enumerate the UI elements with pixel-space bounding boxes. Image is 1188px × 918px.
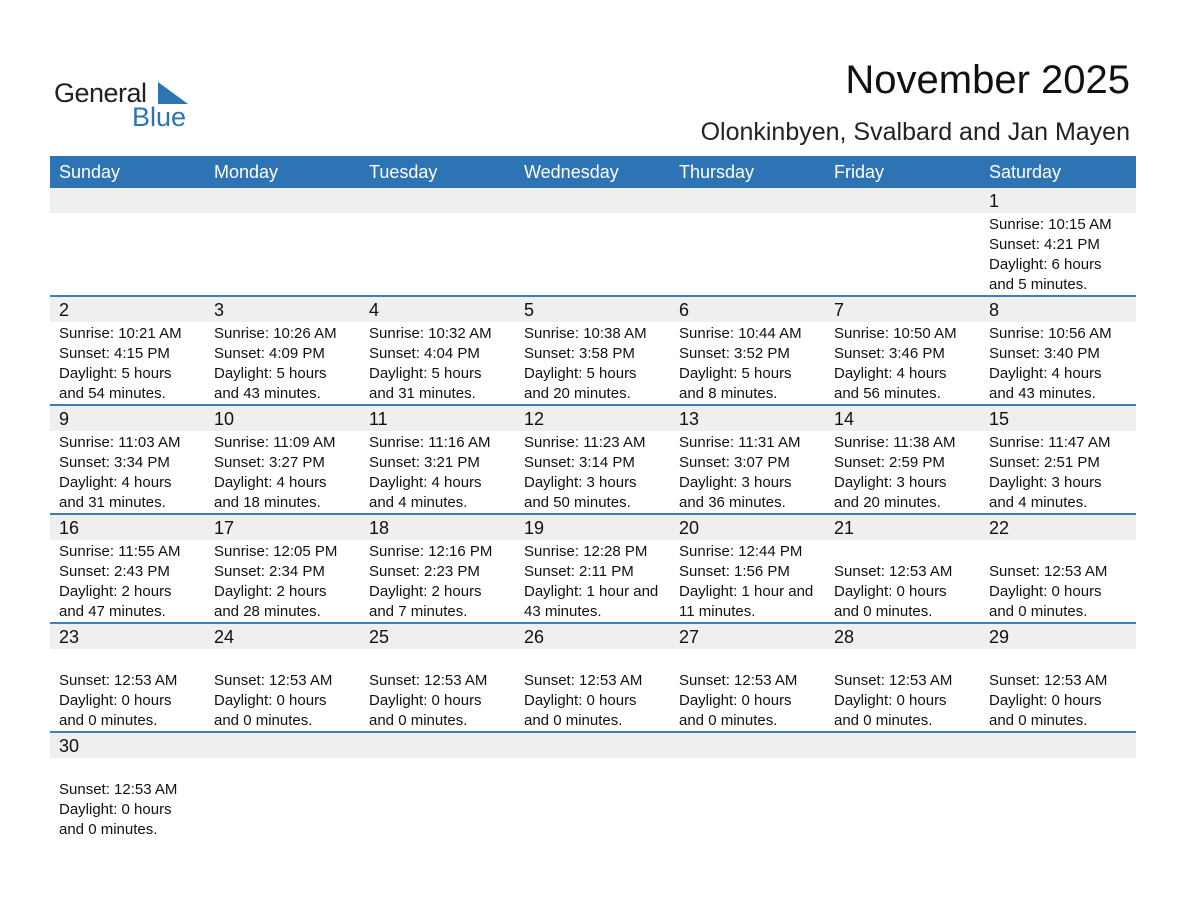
- weekday-saturday: Saturday: [989, 162, 1062, 182]
- weekday-sunday: Sunday: [59, 162, 121, 182]
- day-number: 22: [989, 518, 1010, 538]
- day-cell: [360, 624, 515, 731]
- daylight-minutes-text: and 47 minutes.: [59, 603, 166, 620]
- day-number: 8: [989, 300, 1000, 320]
- empty-day-cell: [670, 733, 825, 840]
- daylight-minutes-text: and 4 minutes.: [369, 494, 468, 511]
- sunset-text: Sunset: 2:43 PM: [59, 563, 170, 580]
- daylight-text: Daylight: 0 hours: [369, 692, 482, 709]
- sunrise-text: Sunrise: 10:21 AM: [59, 325, 182, 342]
- daylight-minutes-text: and 56 minutes.: [834, 385, 941, 402]
- daylight-text: Daylight: 4 hours: [989, 365, 1102, 382]
- day-number: 2: [59, 300, 70, 320]
- sunrise-text: Sunrise: 12:05 PM: [214, 543, 338, 560]
- sunset-text: Sunset: 12:53 AM: [989, 672, 1108, 689]
- day-number: 13: [679, 409, 700, 429]
- daylight-text: Daylight: 3 hours: [834, 474, 947, 491]
- day-cell: [980, 515, 1136, 622]
- sunrise-text: Sunrise: 11:03 AM: [59, 434, 181, 451]
- sunset-text: Sunset: 2:51 PM: [989, 454, 1100, 471]
- day-number: 26: [524, 627, 545, 647]
- week-days: [50, 297, 1136, 404]
- empty-day-cell: [825, 188, 980, 295]
- daylight-text: Daylight: 0 hours: [834, 583, 947, 600]
- daylight-text: Daylight: 0 hours: [214, 692, 327, 709]
- sunset-text: Sunset: 2:11 PM: [524, 563, 634, 580]
- empty-day-cell: [360, 733, 515, 840]
- day-number: 3: [214, 300, 225, 320]
- page-title: November 2025: [845, 58, 1130, 102]
- day-cell: [360, 297, 515, 404]
- week-row: [50, 406, 1136, 515]
- week-row: [50, 733, 1136, 842]
- day-number: 18: [369, 518, 390, 538]
- daylight-minutes-text: and 0 minutes.: [679, 712, 778, 729]
- daylight-text: Daylight: 5 hours: [524, 365, 637, 382]
- day-cell: [360, 515, 515, 622]
- triangle-flag-icon: [158, 82, 190, 104]
- daylight-minutes-text: and 0 minutes.: [989, 603, 1088, 620]
- daylight-minutes-text: and 20 minutes.: [524, 385, 631, 402]
- daylight-text: Daylight: 5 hours: [369, 365, 482, 382]
- day-cell: [50, 624, 205, 731]
- sunrise-text: Sunrise: 10:32 AM: [369, 325, 492, 342]
- sunrise-text: Sunrise: 11:16 AM: [369, 434, 491, 451]
- day-number: 11: [369, 409, 388, 429]
- sunset-text: Sunset: 2:34 PM: [214, 563, 325, 580]
- week-days: [50, 188, 1136, 295]
- weekday-wednesday: Wednesday: [524, 162, 619, 182]
- sunset-text: Sunset: 12:53 AM: [989, 563, 1108, 580]
- sunset-text: Sunset: 2:59 PM: [834, 454, 945, 471]
- empty-day-cell: [205, 188, 360, 295]
- day-number: 23: [59, 627, 80, 647]
- day-cell: [825, 624, 980, 731]
- daylight-text: Daylight: 0 hours: [834, 692, 947, 709]
- daylight-text: Daylight: 1 hour and: [679, 583, 814, 600]
- daylight-text: Daylight: 5 hours: [214, 365, 327, 382]
- day-number: 10: [214, 409, 235, 429]
- daylight-minutes-text: and 0 minutes.: [834, 712, 933, 729]
- empty-day-cell: [205, 733, 360, 840]
- sunrise-text: Sunrise: 12:44 PM: [679, 543, 803, 560]
- day-number: 20: [679, 518, 700, 538]
- sunrise-text: Sunrise: 11:55 AM: [59, 543, 181, 560]
- sunrise-text: Sunrise: 11:23 AM: [524, 434, 646, 451]
- sunset-text: Sunset: 4:21 PM: [989, 236, 1100, 253]
- sunrise-text: Sunrise: 11:47 AM: [989, 434, 1111, 451]
- weeks-container: [50, 188, 1136, 842]
- week-row: [50, 188, 1136, 297]
- weekday-friday: Friday: [834, 162, 885, 182]
- calendar-grid: [50, 156, 1136, 842]
- daylight-text: Daylight: 2 hours: [214, 583, 327, 600]
- day-number: 25: [369, 627, 390, 647]
- sunrise-text: Sunrise: 10:56 AM: [989, 325, 1112, 342]
- sunrise-text: Sunrise: 12:16 PM: [369, 543, 493, 560]
- daylight-minutes-text: and 54 minutes.: [59, 385, 166, 402]
- logo-word-general: General: [54, 78, 147, 108]
- daylight-minutes-text: and 8 minutes.: [679, 385, 778, 402]
- daylight-minutes-text: 11 minutes.: [679, 603, 756, 620]
- sunset-text: Sunset: 3:52 PM: [679, 345, 790, 362]
- day-cell: [205, 515, 360, 622]
- daylight-text: Daylight: 4 hours: [214, 474, 327, 491]
- sunrise-text: Sunrise: 10:44 AM: [679, 325, 802, 342]
- empty-day-cell: [670, 188, 825, 295]
- sunrise-text: Sunrise: 10:15 AM: [989, 216, 1112, 233]
- sunset-text: Sunset: 3:58 PM: [524, 345, 635, 362]
- daylight-text: Daylight: 5 hours: [59, 365, 172, 382]
- week-days: [50, 515, 1136, 622]
- sunset-text: Sunset: 2:23 PM: [369, 563, 480, 580]
- sunset-text: Sunset: 3:14 PM: [524, 454, 635, 471]
- day-cell: [50, 406, 205, 513]
- sunrise-text: Sunrise: 10:38 AM: [524, 325, 647, 342]
- sunrise-text: Sunrise: 11:38 AM: [834, 434, 956, 451]
- empty-day-cell: [515, 188, 670, 295]
- daylight-minutes-text: and 0 minutes.: [989, 712, 1088, 729]
- daylight-minutes-text: and 28 minutes.: [214, 603, 321, 620]
- sunset-text: Sunset: 12:53 AM: [369, 672, 488, 689]
- sunset-text: Sunset: 12:53 AM: [834, 563, 953, 580]
- day-cell: [50, 297, 205, 404]
- daylight-text: Daylight: 2 hours: [369, 583, 482, 600]
- day-number: 9: [59, 409, 70, 429]
- daylight-text: Daylight: 2 hours: [59, 583, 172, 600]
- daylight-minutes-text: and 36 minutes.: [679, 494, 786, 511]
- week-row: [50, 515, 1136, 624]
- brand-logo: [54, 78, 194, 130]
- daylight-minutes-text: and 0 minutes.: [59, 821, 158, 838]
- empty-day-cell: [980, 733, 1136, 840]
- daylight-minutes-text: 43 minutes.: [524, 603, 602, 620]
- daylight-text: Daylight: 0 hours: [679, 692, 792, 709]
- sunrise-text: Sunrise: 10:26 AM: [214, 325, 337, 342]
- week-days: [50, 406, 1136, 513]
- daylight-text: Daylight: 4 hours: [834, 365, 947, 382]
- day-number: 1: [989, 191, 1000, 211]
- week-days: [50, 624, 1136, 731]
- week-row: [50, 624, 1136, 733]
- day-cell: [205, 624, 360, 731]
- daylight-minutes-text: and 20 minutes.: [834, 494, 941, 511]
- day-number: 15: [989, 409, 1010, 429]
- sunset-text: Sunset: 3:07 PM: [679, 454, 790, 471]
- daylight-text: Daylight: 0 hours: [59, 801, 172, 818]
- daylight-minutes-text: and 18 minutes.: [214, 494, 321, 511]
- weekday-monday: Monday: [214, 162, 279, 182]
- empty-day-cell: [360, 188, 515, 295]
- sunset-text: Sunset: 4:15 PM: [59, 345, 170, 362]
- empty-day-cell: [515, 733, 670, 840]
- sunset-text: Sunset: 3:27 PM: [214, 454, 325, 471]
- week-days: [50, 733, 1136, 840]
- sunset-text: Sunset: 3:34 PM: [59, 454, 170, 471]
- day-cell: [670, 515, 825, 622]
- daylight-text: Daylight: 0 hours: [989, 692, 1102, 709]
- day-number: 30: [59, 736, 80, 756]
- daylight-text: Daylight: 1 hour and: [524, 583, 659, 600]
- day-number: 17: [214, 518, 235, 538]
- day-cell: [670, 624, 825, 731]
- day-number: 27: [679, 627, 700, 647]
- empty-day-cell: [50, 188, 205, 295]
- daylight-minutes-text: and 43 minutes.: [214, 385, 321, 402]
- day-number: 4: [369, 300, 380, 320]
- daylight-minutes-text: and 31 minutes.: [369, 385, 476, 402]
- daylight-text: Daylight: 0 hours: [59, 692, 172, 709]
- daylight-text: Daylight: 4 hours: [59, 474, 172, 491]
- daylight-text: Daylight: 3 hours: [679, 474, 792, 491]
- weekday-tuesday: Tuesday: [369, 162, 438, 182]
- day-number: 29: [989, 627, 1010, 647]
- day-cell: [205, 297, 360, 404]
- sunset-text: Sunset: 12:53 AM: [59, 672, 178, 689]
- sunset-text: Sunset: 12:53 AM: [679, 672, 798, 689]
- day-number: 5: [524, 300, 535, 320]
- sunset-text: Sunset: 4:04 PM: [369, 345, 480, 362]
- daylight-minutes-text: and 0 minutes.: [834, 603, 933, 620]
- daylight-minutes-text: and 0 minutes.: [369, 712, 468, 729]
- sunrise-text: Sunrise: 10:50 AM: [834, 325, 957, 342]
- sunset-text: Sunset: 12:53 AM: [834, 672, 953, 689]
- day-cell: [50, 515, 205, 622]
- daylight-text: Daylight: 0 hours: [524, 692, 637, 709]
- day-number: 16: [59, 518, 80, 538]
- daylight-minutes-text: and 4 minutes.: [989, 494, 1088, 511]
- day-number: 21: [834, 518, 855, 538]
- week-row: [50, 297, 1136, 406]
- sunset-text: Sunset: 3:40 PM: [989, 345, 1100, 362]
- day-cell: [825, 406, 980, 513]
- sunset-text: Sunset: 4:09 PM: [214, 345, 325, 362]
- day-number: 7: [834, 300, 845, 320]
- day-cell: [515, 515, 670, 622]
- location-subtitle: Olonkinbyen, Svalbard and Jan Mayen: [700, 118, 1130, 146]
- day-cell: [670, 297, 825, 404]
- day-cell: [515, 406, 670, 513]
- day-number: 14: [834, 409, 855, 429]
- sunrise-text: Sunrise: 11:09 AM: [214, 434, 336, 451]
- sunset-text: Sunset: 3:21 PM: [369, 454, 480, 471]
- empty-day-cell: [825, 733, 980, 840]
- day-cell: [50, 733, 205, 840]
- day-cell: [825, 297, 980, 404]
- sunset-text: Sunset: 1:56 PM: [679, 563, 790, 580]
- logo-word-blue: Blue: [132, 102, 187, 132]
- weekday-header-row: [50, 156, 1136, 188]
- daylight-minutes-text: and 0 minutes.: [59, 712, 158, 729]
- sunset-text: Sunset: 12:53 AM: [524, 672, 643, 689]
- day-number: 24: [214, 627, 235, 647]
- daylight-minutes-text: and 31 minutes.: [59, 494, 166, 511]
- daylight-text: Daylight: 3 hours: [989, 474, 1102, 491]
- weekday-thursday: Thursday: [679, 162, 755, 182]
- daylight-minutes-text: and 5 minutes.: [989, 276, 1088, 293]
- day-number: 28: [834, 627, 855, 647]
- day-cell: [670, 406, 825, 513]
- daylight-minutes-text: and 0 minutes.: [214, 712, 313, 729]
- day-cell: [825, 515, 980, 622]
- daylight-text: Daylight: 6 hours: [989, 256, 1102, 273]
- sunset-text: Sunset: 3:46 PM: [834, 345, 945, 362]
- daylight-text: Daylight: 4 hours: [369, 474, 482, 491]
- daylight-minutes-text: and 50 minutes.: [524, 494, 631, 511]
- day-cell: [980, 297, 1136, 404]
- day-cell: [980, 406, 1136, 513]
- daylight-text: Daylight: 5 hours: [679, 365, 792, 382]
- day-cell: [205, 406, 360, 513]
- day-cell: [980, 188, 1136, 295]
- day-cell: [980, 624, 1136, 731]
- day-number: 6: [679, 300, 690, 320]
- day-number: 19: [524, 518, 545, 538]
- daylight-text: Daylight: 3 hours: [524, 474, 637, 491]
- sunrise-text: Sunrise: 12:28 PM: [524, 543, 648, 560]
- sunset-text: Sunset: 12:53 AM: [59, 781, 178, 798]
- sunrise-text: Sunrise: 11:31 AM: [679, 434, 801, 451]
- day-cell: [515, 624, 670, 731]
- daylight-text: Daylight: 0 hours: [989, 583, 1102, 600]
- daylight-minutes-text: and 43 minutes.: [989, 385, 1096, 402]
- day-cell: [515, 297, 670, 404]
- sunset-text: Sunset: 12:53 AM: [214, 672, 333, 689]
- day-cell: [360, 406, 515, 513]
- day-number: 12: [524, 409, 545, 429]
- daylight-minutes-text: and 7 minutes.: [369, 603, 468, 620]
- daylight-minutes-text: and 0 minutes.: [524, 712, 623, 729]
